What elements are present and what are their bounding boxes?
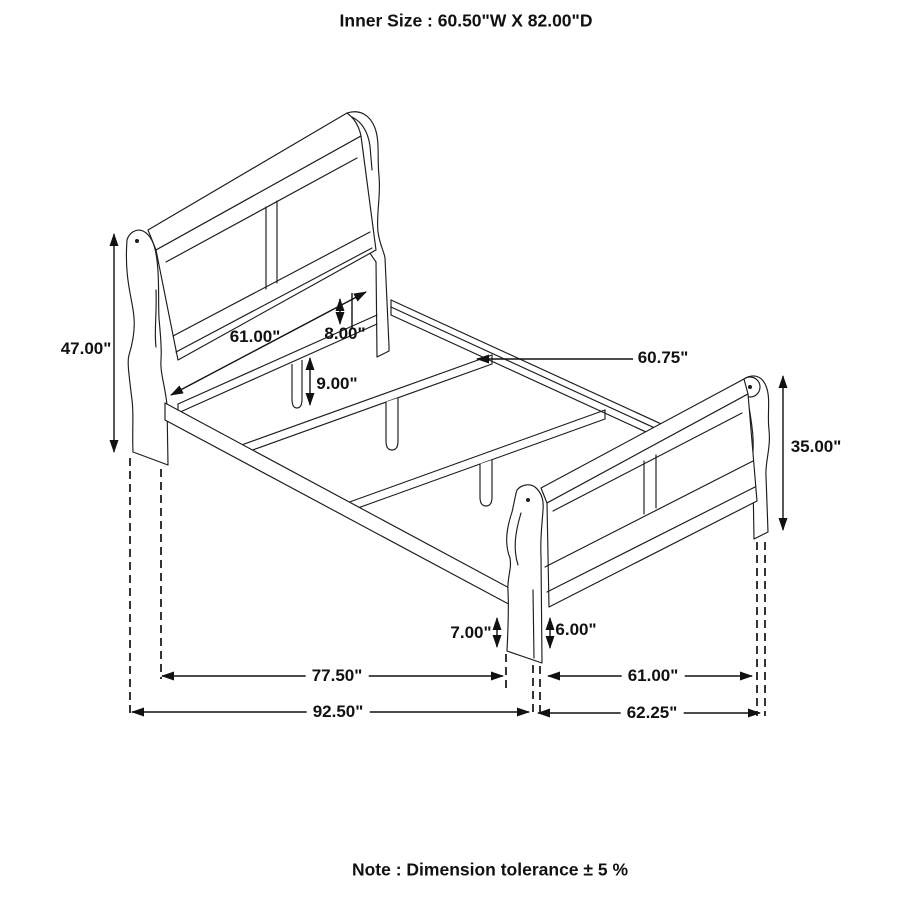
dim-footboard-inner-width: 61.00" [622, 666, 685, 686]
dim-headboard-rail-gap: 8.00" [324, 324, 366, 343]
dim-slat-length: 60.75" [637, 348, 689, 367]
dim-center-support-leg-height: 9.00" [316, 374, 358, 393]
side-rail-front [165, 403, 516, 608]
dim-footboard-front-leg-height: 7.00" [450, 623, 492, 642]
dim-side-rail-length: 77.50" [306, 666, 369, 686]
tolerance-note: Note : Dimension tolerance ± 5 % [351, 859, 629, 880]
dim-headboard-height: 47.00" [60, 339, 112, 358]
footboard [507, 376, 770, 663]
inner-size-title: Inner Size : 60.50"W X 82.00"D [339, 10, 593, 31]
dim-footboard-height: 35.00" [790, 437, 842, 456]
dim-overall-width: 62.25" [621, 703, 684, 723]
dim-overall-length: 92.50" [307, 702, 370, 722]
dim-headboard-inner-width: 61.00" [229, 327, 281, 346]
dim-footboard-inner-leg-height: 6.00" [555, 620, 597, 639]
